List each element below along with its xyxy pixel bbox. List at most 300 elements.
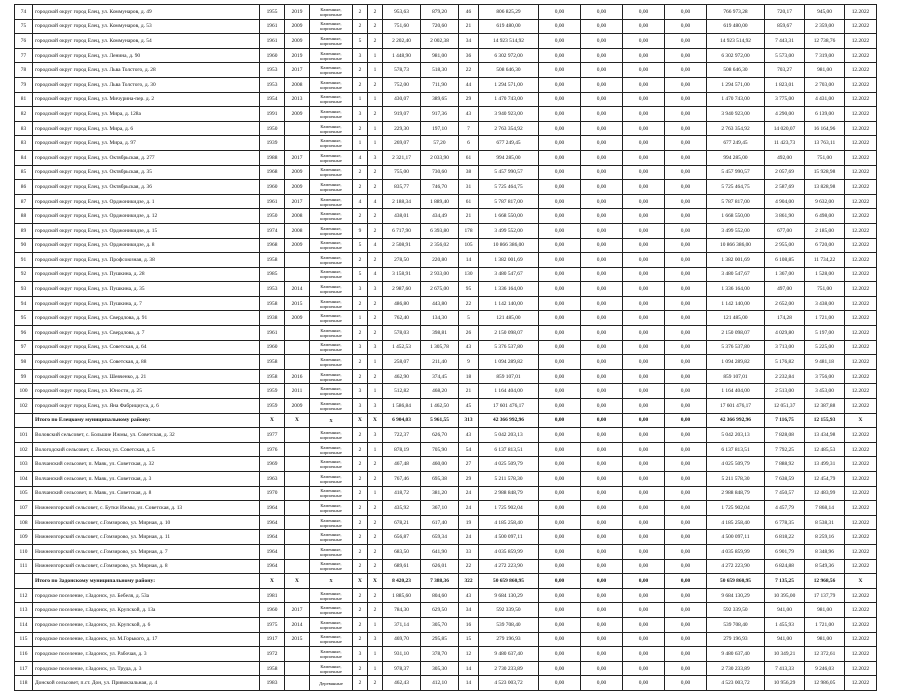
limit-cost-cell: 1 721,00 xyxy=(805,617,845,632)
deadline-cell: 12.2022 xyxy=(845,486,877,501)
residents-cell: 6 xyxy=(459,136,479,151)
wall-material-cell: Каменные, кирпичные xyxy=(310,355,353,370)
total-cost-cell: 859 107,01 xyxy=(479,369,539,384)
limit-cost-cell: 13 763,11 xyxy=(805,136,845,151)
sum-cost-cell: 2 730 233,89 xyxy=(707,661,765,676)
budget-cost-cell: 0,00 xyxy=(581,150,623,165)
build-year-cell: 1953 xyxy=(260,282,285,297)
wall-material-cell: Каменные, кирпичные xyxy=(310,559,353,574)
living-area-cell: 468,20 xyxy=(421,384,459,399)
row-number-cell: 83 xyxy=(15,136,33,151)
address-cell: городской округ город Елец, ул. Льва Толстого, д. 28 xyxy=(33,63,260,78)
total-area-cell: 3 158,91 xyxy=(383,267,421,282)
residents-cell: 21 xyxy=(459,209,479,224)
repair-year-cell xyxy=(285,442,310,457)
owners-cost-cell: 0,00 xyxy=(665,501,707,516)
local-budget-cell: 0,00 xyxy=(623,296,665,311)
total-area-cell: 919,07 xyxy=(383,107,421,122)
sum-cost-cell: 1 725 902,04 xyxy=(707,501,765,516)
budget-cost-cell: 0,00 xyxy=(581,48,623,63)
table-row xyxy=(15,326,877,341)
total-cost-cell: 14 923 514,92 xyxy=(479,34,539,49)
table-row xyxy=(15,632,877,647)
row-number-cell: 91 xyxy=(15,253,33,268)
repair-year-cell: 2017 xyxy=(285,63,310,78)
total-cost-cell: 1 164 404,00 xyxy=(479,384,539,399)
residents-cell: 22 xyxy=(459,296,479,311)
repair-year-cell xyxy=(285,515,310,530)
wall-material-cell: Каменные, кирпичные xyxy=(310,180,353,195)
row-number-cell: 75 xyxy=(15,19,33,34)
row-number-cell: 109 xyxy=(15,530,33,545)
residents-cell: 54 xyxy=(459,442,479,457)
entrances-cell: 2 xyxy=(368,77,383,92)
address-cell: городской округ город Елец, ул. Мичурина-пер. д. 2 xyxy=(33,92,260,107)
local-budget-cell: 0,00 xyxy=(623,384,665,399)
table-row xyxy=(15,5,877,20)
living-area-cell: 659,34 xyxy=(421,530,459,545)
fund-cost-cell: 0,00 xyxy=(539,165,581,180)
living-area-cell: 57,20 xyxy=(421,136,459,151)
row-number-cell: 114 xyxy=(15,617,33,632)
residents-cell: 46 xyxy=(459,5,479,20)
living-area-cell: 434,49 xyxy=(421,209,459,224)
wall-material-cell: Каменные, кирпичные xyxy=(310,121,353,136)
floors-cell: 2 xyxy=(353,5,368,20)
fund-cost-cell: 0,00 xyxy=(539,296,581,311)
wall-material-cell: Каменные, кирпичные xyxy=(310,326,353,341)
repair-year-cell xyxy=(285,267,310,282)
build-year-cell: 1961 xyxy=(260,326,285,341)
residents-cell: 27 xyxy=(459,457,479,472)
residents-cell: 43 xyxy=(459,107,479,122)
build-year-cell: 1958 xyxy=(260,355,285,370)
owners-cost-cell: 0,00 xyxy=(665,544,707,559)
residents-cell: 15 xyxy=(459,632,479,647)
limit-cost-cell: 751,00 xyxy=(805,150,845,165)
unit-cost-cell: 5 176,82 xyxy=(765,355,805,370)
repair-year-cell: X xyxy=(285,413,310,428)
total-cost-cell: 3 499 552,00 xyxy=(479,223,539,238)
total-cost-cell: 4 500 097,11 xyxy=(479,530,539,545)
table-row xyxy=(15,515,877,530)
total-cost-cell: 994 285,00 xyxy=(479,150,539,165)
sum-cost-cell: 4 035 859,99 xyxy=(707,544,765,559)
residents-cell: 43 xyxy=(459,588,479,603)
table-row xyxy=(15,355,877,370)
row-number-cell: 78 xyxy=(15,63,33,78)
entrances-cell: 1 xyxy=(368,92,383,107)
total-area-cell: 462,90 xyxy=(383,369,421,384)
build-year-cell: 1970 xyxy=(260,486,285,501)
address-cell: городской округ город Елец, ул. Яна Фабрициуса, д. 6 xyxy=(33,399,260,414)
local-budget-cell: 0,00 xyxy=(623,340,665,355)
sum-cost-cell: 5 725 464,75 xyxy=(707,180,765,195)
budget-cost-cell: 0,00 xyxy=(581,369,623,384)
address-cell: городской округ город Елец, ул. Пушкина, д. 35 xyxy=(33,282,260,297)
table-row xyxy=(15,282,877,297)
register-sheet xyxy=(14,4,876,691)
budget-cost-cell: 0,00 xyxy=(581,311,623,326)
repair-year-cell: 2019 xyxy=(285,48,310,63)
unit-cost-cell: 7 828,08 xyxy=(765,428,805,443)
owners-cost-cell: 0,00 xyxy=(665,5,707,20)
deadline-cell: 12.2022 xyxy=(845,544,877,559)
sum-cost-cell: 6 137 813,51 xyxy=(707,442,765,457)
sum-cost-cell: 508 646,30 xyxy=(707,63,765,78)
address-cell: Волчанский сельсовет, п. Маяк, ул. Советская, д. 32 xyxy=(33,457,260,472)
budget-cost-cell: 0,00 xyxy=(581,5,623,20)
deadline-cell: 12.2022 xyxy=(845,369,877,384)
living-area-cell: 695,38 xyxy=(421,472,459,487)
fund-cost-cell: 0,00 xyxy=(539,457,581,472)
total-cost-cell: 619 480,00 xyxy=(479,19,539,34)
fund-cost-cell: 0,00 xyxy=(539,223,581,238)
entrances-cell: 2 xyxy=(368,369,383,384)
repair-year-cell xyxy=(285,355,310,370)
total-area-cell: 1 885,60 xyxy=(383,588,421,603)
local-budget-cell: 0,00 xyxy=(623,92,665,107)
unit-cost-cell: 12 051,37 xyxy=(765,399,805,414)
floors-cell: 2 xyxy=(353,121,368,136)
local-budget-cell: 0,00 xyxy=(623,121,665,136)
build-year-cell: 1958 xyxy=(260,253,285,268)
deadline-cell: 12.2022 xyxy=(845,121,877,136)
housing-register-table xyxy=(14,4,877,691)
owners-cost-cell: 0,00 xyxy=(665,559,707,574)
sum-cost-cell: 4 523 003,72 xyxy=(707,676,765,691)
budget-cost-cell: 0,00 xyxy=(581,515,623,530)
build-year-cell: 1959 xyxy=(260,384,285,399)
unit-cost-cell: 6 818,22 xyxy=(765,530,805,545)
address-cell: Нижнеизгорский сельсовет, с.Гомзирово, ул. Мирная, д. 11 xyxy=(33,530,260,545)
floors-cell: 2 xyxy=(353,355,368,370)
local-budget-cell: 0,00 xyxy=(623,617,665,632)
owners-cost-cell: 0,00 xyxy=(665,647,707,662)
address-cell: городской округ город Елец, ул. Коммунаров, д. 54 xyxy=(33,34,260,49)
entrances-cell: 3 xyxy=(368,340,383,355)
address-cell: городской округ город Елец, ул. Орджоникидзе, д. 12 xyxy=(33,209,260,224)
sum-cost-cell: 4 500 097,11 xyxy=(707,530,765,545)
total-cost-cell: 4 523 003,72 xyxy=(479,676,539,691)
total-cost-cell: 4 272 223,90 xyxy=(479,559,539,574)
deadline-cell: 12.2022 xyxy=(845,209,877,224)
row-number-cell: 105 xyxy=(15,486,33,501)
wall-material-cell: Каменные, кирпичные xyxy=(310,472,353,487)
wall-material-cell: Деревянные xyxy=(310,676,353,691)
total-area-cell: 767,46 xyxy=(383,472,421,487)
build-year-cell: 1961 xyxy=(260,34,285,49)
floors-cell: 2 xyxy=(353,457,368,472)
living-area-cell: 641,90 xyxy=(421,544,459,559)
entrances-cell: 2 xyxy=(368,515,383,530)
repair-year-cell: 2009 xyxy=(285,311,310,326)
residents-cell: 5 xyxy=(459,311,479,326)
address-cell: Нижнеизгорский сельсовет, с. Бутки Ижмы, ул. Советская, д. 13 xyxy=(33,501,260,516)
wall-material-cell: Каменные, кирпичные xyxy=(310,399,353,414)
address-cell: городской округ город Елец, ул. Октябрьская, д. 36 xyxy=(33,180,260,195)
total-area-cell: 878,19 xyxy=(383,442,421,457)
sum-cost-cell: 766 973,28 xyxy=(707,5,765,20)
owners-cost-cell: 0,00 xyxy=(665,457,707,472)
floors-cell: 2 xyxy=(353,428,368,443)
row-number-cell: 95 xyxy=(15,311,33,326)
local-budget-cell: 0,00 xyxy=(623,486,665,501)
owners-cost-cell: 0,00 xyxy=(665,486,707,501)
address-cell: Донской сельсовет, п.ст. Дон, ул. Привокзальная, д. 4 xyxy=(33,676,260,691)
address-cell: Воловский сельсовет, с. Большие Ижмы, ул. Советская, д. 32 xyxy=(33,428,260,443)
entrances-cell: 2 xyxy=(368,676,383,691)
local-budget-cell: 0,00 xyxy=(623,165,665,180)
sum-cost-cell: 539 708,40 xyxy=(707,617,765,632)
table-row xyxy=(15,647,877,662)
living-area-cell: 2 933,00 xyxy=(421,267,459,282)
fund-cost-cell: 0,00 xyxy=(539,34,581,49)
repair-year-cell: 2017 xyxy=(285,150,310,165)
wall-material-cell: Каменные, кирпичные xyxy=(310,544,353,559)
sum-cost-cell: 5 211 578,30 xyxy=(707,472,765,487)
residents-cell: 24 xyxy=(459,501,479,516)
unit-cost-cell: 2 232,84 xyxy=(765,369,805,384)
address-cell: городской округ город Елец, ул. Юности, д. 25 xyxy=(33,384,260,399)
entrances-cell: 2 xyxy=(368,34,383,49)
budget-cost-cell: 0,00 xyxy=(581,223,623,238)
wall-material-cell: Каменные, кирпичные xyxy=(310,428,353,443)
unit-cost-cell: 7 792,25 xyxy=(765,442,805,457)
owners-cost-cell: 0,00 xyxy=(665,267,707,282)
budget-cost-cell: 0,00 xyxy=(581,238,623,253)
table-row xyxy=(15,501,877,516)
limit-cost-cell: 12 968,56 xyxy=(805,574,845,589)
floors-cell: 3 xyxy=(353,107,368,122)
residents-cell: 34 xyxy=(459,603,479,618)
total-area-cell: 752,00 xyxy=(383,77,421,92)
build-year-cell: 1964 xyxy=(260,530,285,545)
limit-cost-cell: 11 734,22 xyxy=(805,253,845,268)
total-cost-cell: 1 142 140,00 xyxy=(479,296,539,311)
sum-cost-cell: 4 025 509,79 xyxy=(707,457,765,472)
total-cost-cell: 4 035 859,99 xyxy=(479,544,539,559)
repair-year-cell xyxy=(285,428,310,443)
total-cost-cell: 279 196,93 xyxy=(479,632,539,647)
total-area-cell: 2 508,91 xyxy=(383,238,421,253)
repair-year-cell xyxy=(285,486,310,501)
sum-cost-cell: 994 285,00 xyxy=(707,150,765,165)
local-budget-cell: 0,00 xyxy=(623,442,665,457)
build-year-cell: 1954 xyxy=(260,92,285,107)
total-cost-cell: 17 601 476,17 xyxy=(479,399,539,414)
repair-year-cell xyxy=(285,661,310,676)
wall-material-cell: Каменные, кирпичные xyxy=(310,136,353,151)
total-cost-cell: 9 684 130,29 xyxy=(479,588,539,603)
owners-cost-cell: 0,00 xyxy=(665,676,707,691)
table-row xyxy=(15,165,877,180)
total-area-cell: 722,37 xyxy=(383,428,421,443)
address-cell: Нижнеизгорский сельсовет, с.Гомзирово, ул. Мирная, д. 10 xyxy=(33,515,260,530)
sum-cost-cell: 1 336 164,00 xyxy=(707,282,765,297)
repair-year-cell: 2011 xyxy=(285,384,310,399)
fund-cost-cell: 0,00 xyxy=(539,544,581,559)
limit-cost-cell: 3 756,00 xyxy=(805,369,845,384)
total-area-cell: 438,01 xyxy=(383,209,421,224)
address-cell: городской округ город Елец, ул. Октябрьская, д. 277 xyxy=(33,150,260,165)
owners-cost-cell: 0,00 xyxy=(665,136,707,151)
fund-cost-cell: 0,00 xyxy=(539,253,581,268)
unit-cost-cell: 859,67 xyxy=(765,19,805,34)
total-area-cell: 953,63 xyxy=(383,5,421,20)
address-cell: городской округ город Елец, ул. Льва Толстого, д. 30 xyxy=(33,77,260,92)
living-area-cell: 720,60 xyxy=(421,19,459,34)
repair-year-cell: 2009 xyxy=(285,34,310,49)
repair-year-cell: 2009 xyxy=(285,180,310,195)
residents-cell: 9 xyxy=(459,355,479,370)
floors-cell: 2 xyxy=(353,63,368,78)
living-area-cell: 1 462,50 xyxy=(421,399,459,414)
residents-cell: 22 xyxy=(459,63,479,78)
fund-cost-cell: 0,00 xyxy=(539,209,581,224)
living-area-cell: 626,70 xyxy=(421,428,459,443)
entrances-cell: 2 xyxy=(368,165,383,180)
living-area-cell: 2 033,90 xyxy=(421,150,459,165)
table-row xyxy=(15,457,877,472)
owners-cost-cell: 0,00 xyxy=(665,661,707,676)
limit-cost-cell: 12 485,53 xyxy=(805,442,845,457)
budget-cost-cell: 0,00 xyxy=(581,121,623,136)
limit-cost-cell: 3 438,00 xyxy=(805,296,845,311)
address-cell: городское поселение, г.Задонск, ул. Крупской, д. 6 xyxy=(33,617,260,632)
address-cell: Волчанский сельсовет, п. Маяк, ул. Советская, д. 3 xyxy=(33,472,260,487)
total-area-cell: 751,60 xyxy=(383,19,421,34)
wall-material-cell: Каменные, кирпичные xyxy=(310,282,353,297)
unit-cost-cell: 3 861,90 xyxy=(765,209,805,224)
owners-cost-cell: 0,00 xyxy=(665,442,707,457)
budget-cost-cell: 0,00 xyxy=(581,617,623,632)
build-year-cell: 1964 xyxy=(260,559,285,574)
deadline-cell: 12.2022 xyxy=(845,253,877,268)
row-number-cell: 86 xyxy=(15,180,33,195)
unit-cost-cell: 10 956,29 xyxy=(765,676,805,691)
local-budget-cell: 0,00 xyxy=(623,355,665,370)
row-number-cell: 79 xyxy=(15,77,33,92)
unit-cost-cell: 7 888,92 xyxy=(765,457,805,472)
wall-material-cell: Каменные, кирпичные xyxy=(310,5,353,20)
repair-year-cell: 2016 xyxy=(285,369,310,384)
total-cost-cell: 677 249,45 xyxy=(479,136,539,151)
limit-cost-cell: 13 434,98 xyxy=(805,428,845,443)
sum-cost-cell: 5 042 203,13 xyxy=(707,428,765,443)
limit-cost-cell: 13 828,98 xyxy=(805,180,845,195)
row-number-cell: 113 xyxy=(15,603,33,618)
owners-cost-cell: 0,00 xyxy=(665,150,707,165)
table-row xyxy=(15,617,877,632)
total-area-cell: 6 717,90 xyxy=(383,223,421,238)
row-number-cell: 115 xyxy=(15,632,33,647)
fund-cost-cell: 0,00 xyxy=(539,340,581,355)
local-budget-cell: 0,00 xyxy=(623,194,665,209)
local-budget-cell: 0,00 xyxy=(623,559,665,574)
entrances-cell: 1 xyxy=(368,486,383,501)
repair-year-cell: 2017 xyxy=(285,603,310,618)
fund-cost-cell: 0,00 xyxy=(539,326,581,341)
floors-cell: 2 xyxy=(353,544,368,559)
table-row xyxy=(15,19,877,34)
limit-cost-cell: 4 431,00 xyxy=(805,92,845,107)
sum-cost-cell: 42 366 992,96 xyxy=(707,413,765,428)
floors-cell: 2 xyxy=(353,77,368,92)
build-year-cell: 1983 xyxy=(260,676,285,691)
deadline-cell: 12.2022 xyxy=(845,384,877,399)
row-number-cell: 84 xyxy=(15,150,33,165)
repair-year-cell: 2009 xyxy=(285,107,310,122)
limit-cost-cell: 2 359,00 xyxy=(805,19,845,34)
budget-cost-cell: 0,00 xyxy=(581,588,623,603)
total-area-cell: 931,10 xyxy=(383,647,421,662)
deadline-cell: 12.2022 xyxy=(845,559,877,574)
sum-cost-cell: 17 601 476,17 xyxy=(707,399,765,414)
limit-cost-cell: 751,00 xyxy=(805,282,845,297)
floors-cell: X xyxy=(353,413,368,428)
table-row xyxy=(15,588,877,603)
local-budget-cell: 0,00 xyxy=(623,19,665,34)
address-cell: городской округ город Елец, ул. Советская, д. 64 xyxy=(33,340,260,355)
entrances-cell: 3 xyxy=(368,399,383,414)
deadline-cell: 12.2022 xyxy=(845,399,877,414)
owners-cost-cell: 0,00 xyxy=(665,632,707,647)
deadline-cell: 12.2022 xyxy=(845,442,877,457)
entrances-cell: 2 xyxy=(368,5,383,20)
repair-year-cell xyxy=(285,676,310,691)
unit-cost-cell: 4 029,80 xyxy=(765,326,805,341)
owners-cost-cell: 0,00 xyxy=(665,296,707,311)
fund-cost-cell: 0,00 xyxy=(539,77,581,92)
deadline-cell: 12.2022 xyxy=(845,165,877,180)
limit-cost-cell: 16 164,96 xyxy=(805,121,845,136)
owners-cost-cell: 0,00 xyxy=(665,369,707,384)
total-cost-cell: 1 382 001,69 xyxy=(479,253,539,268)
sum-cost-cell: 3 480 547,67 xyxy=(707,267,765,282)
fund-cost-cell: 0,00 xyxy=(539,150,581,165)
owners-cost-cell: 0,00 xyxy=(665,574,707,589)
fund-cost-cell: 0,00 xyxy=(539,238,581,253)
table-row xyxy=(15,48,877,63)
table-row xyxy=(15,311,877,326)
address-cell: Итого по Елецкому муниципальному району: xyxy=(33,413,260,428)
local-budget-cell: 0,00 xyxy=(623,180,665,195)
local-budget-cell: 0,00 xyxy=(623,413,665,428)
wall-material-cell: Каменные, кирпичные xyxy=(310,267,353,282)
owners-cost-cell: 0,00 xyxy=(665,77,707,92)
deadline-cell: 12.2022 xyxy=(845,77,877,92)
residents-cell: 44 xyxy=(459,77,479,92)
limit-cost-cell: 8 549,36 xyxy=(805,559,845,574)
fund-cost-cell: 0,00 xyxy=(539,603,581,618)
unit-cost-cell: 2 955,00 xyxy=(765,238,805,253)
limit-cost-cell: 945,00 xyxy=(805,5,845,20)
unit-cost-cell: 677,00 xyxy=(765,223,805,238)
row-number-cell: 102 xyxy=(15,399,33,414)
sum-cost-cell: 1 164 404,00 xyxy=(707,384,765,399)
entrances-cell: 2 xyxy=(368,530,383,545)
total-area-cell: 467,48 xyxy=(383,457,421,472)
budget-cost-cell: 0,00 xyxy=(581,180,623,195)
living-area-cell: 746,70 xyxy=(421,180,459,195)
deadline-cell: 12.2022 xyxy=(845,326,877,341)
local-budget-cell: 0,00 xyxy=(623,136,665,151)
deadline-cell: 12.2022 xyxy=(845,136,877,151)
wall-material-cell: Каменные, кирпичные xyxy=(310,296,353,311)
total-area-cell: 229,30 xyxy=(383,121,421,136)
entrances-cell: 3 xyxy=(368,282,383,297)
